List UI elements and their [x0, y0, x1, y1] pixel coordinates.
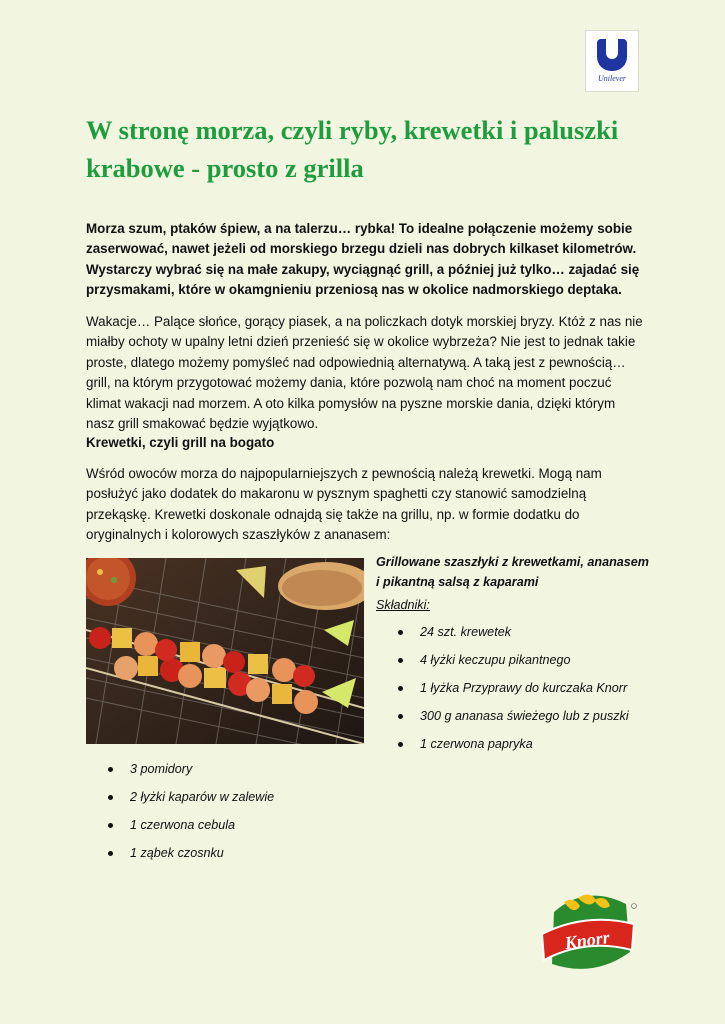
unilever-u-icon: [597, 39, 627, 71]
unilever-logo: [585, 30, 639, 92]
list-item: [420, 734, 629, 762]
article-paragraph-2: Wśród owoców morza do najpopularniejszych z pewnością należą krewetki. Mogą nam posłużyć jako dodatek do makaronu w pysznym spaghetti czy stanowić samodzielną przekąskę. Krewetki doskonale odnajdą się także na grillu, np. w formie dodatku do oryginalnych i kolorowych szaszłyków z ananasem:: [86, 466, 602, 543]
list-item: [130, 815, 274, 843]
ingredient-text: 1 łyżka Przyprawy do kurczaka Knorr: [420, 681, 628, 695]
unilever-logo-text: Unilever: [598, 74, 626, 83]
ingredient-text: 1 czerwona papryka: [420, 737, 533, 751]
shrimp-skewers-photo: [86, 558, 364, 744]
bullet-icon: [398, 714, 403, 719]
ingredient-text: 3 pomidory: [130, 762, 193, 776]
list-item: [130, 759, 274, 787]
recipe-title: Grillowane szaszłyki z krewetkami, ananasem i pikantną salsą z kaparami: [376, 555, 649, 589]
bullet-icon: [398, 742, 403, 747]
knorr-logo: [534, 890, 639, 976]
article-title: W stronę morza, czyli ryby, krewetki i paluszki krabowe - prosto z grilla: [86, 115, 619, 183]
list-item: [130, 843, 274, 871]
bullet-icon: [108, 823, 113, 828]
ingredient-text: 2 łyżki kaparów w zalewie: [130, 790, 275, 804]
list-item: [420, 622, 629, 650]
bullet-icon: [398, 686, 403, 691]
list-item: [420, 650, 629, 678]
bullet-icon: [108, 851, 113, 856]
bullet-icon: [108, 767, 113, 772]
ingredient-text: 1 czerwona cebula: [130, 818, 236, 832]
article-lead: Morza szum, ptaków śpiew, a na talerzu… rybka! To idealne połączenie możemy sobie zaserwować, nawet jeżeli od morskiego brzegu dzieli nas dobrych kilkaset kilometrów. Wystarczy wybrać się na małe zakupy, wyciągnąć grill, a później już tylko… zajadać się przysmakami, które w okamgnieniu przeniosą nas w okolice nadmorskiego deptaka.: [86, 221, 640, 298]
list-item: [420, 678, 629, 706]
bullet-icon: [398, 658, 403, 663]
ingredient-text: 4 łyżki keczupu pikantnego: [420, 653, 571, 667]
ingredient-text: 1 ząbek czosnku: [130, 846, 224, 860]
article-paragraph-1: Wakacje… Palące słońce, gorący piasek, a na policzkach dotyk morskiej bryzy. Któż z nas nie miałby ochoty w upalny letni dzień przenieść się w okolice wybrzeża? Nie jest to jednak takie proste, dlatego możemy pomyśleć nad odpowiednią alternatywą. A taką jest z pewnością… grill, na którym przygotować możemy dania, które pozwolą nam choć na moment poczuć klimat wakacji nad morzem. A oto kilka pomysłów na pyszne morskie dania, dzięki którym nasz grill smakować będzie wyjątkowo.: [86, 314, 643, 432]
bullet-icon: [398, 630, 403, 635]
section-heading: Krewetki, czyli grill na bogato: [86, 435, 275, 450]
ingredient-text: 24 szt. krewetek: [420, 625, 511, 639]
list-item: [130, 787, 274, 815]
knorr-logo-text: Knorr: [563, 927, 611, 954]
ingredients-list-left: [130, 759, 274, 871]
bullet-icon: [108, 795, 113, 800]
ingredient-text: 300 g ananasa świeżego lub z puszki: [420, 709, 629, 723]
ingredients-list-right: [420, 622, 629, 762]
list-item: [420, 706, 629, 734]
ingredients-label: Składniki:: [376, 598, 430, 612]
